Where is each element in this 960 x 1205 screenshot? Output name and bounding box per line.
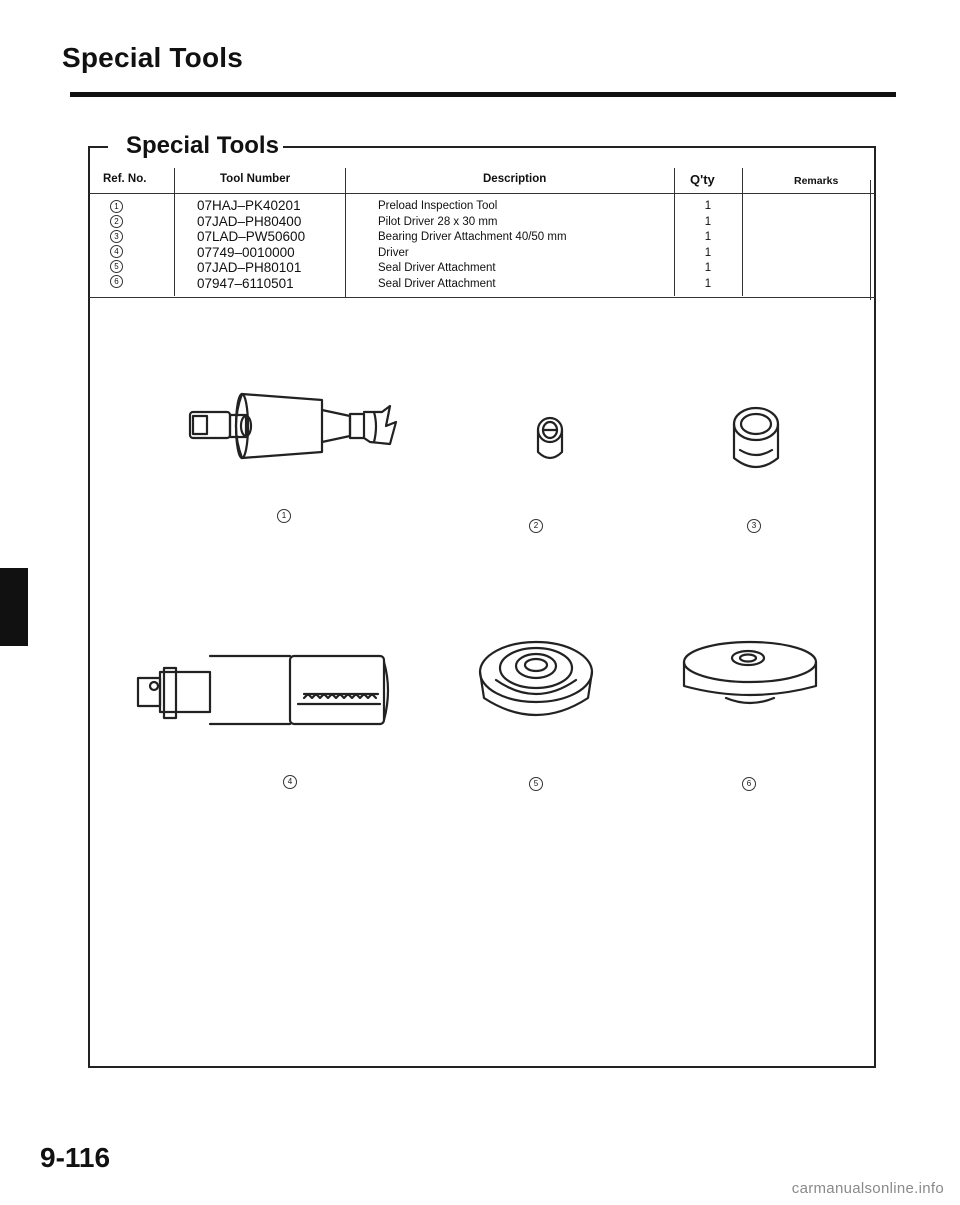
tool-description: Seal Driver Attachment (378, 277, 496, 290)
page-number: 9-116 (40, 1142, 111, 1173)
tool-number: 07JAD–PH80101 (197, 260, 302, 276)
watermark: carmanualsonline.info (791, 1180, 944, 1197)
qty-column (702, 199, 714, 293)
ref-number: 1 (110, 200, 123, 213)
tool-qty: 1 (704, 215, 712, 228)
illustration-label: 6 (742, 777, 756, 791)
tool-description: Seal Driver Attachment (378, 262, 496, 275)
ref-number: 3 (110, 230, 123, 243)
table-bottom-rule (89, 297, 875, 298)
tool-number: 07749–0010000 (197, 244, 295, 260)
header-remarks: Remarks (794, 175, 839, 187)
tool-number: 07LAD–PW50600 (197, 229, 306, 245)
box-title: Special Tools (122, 132, 283, 160)
ref-number: 5 (110, 260, 123, 273)
column-divider (174, 168, 175, 296)
preload-inspection-tool-drawing (190, 394, 396, 458)
description-column (378, 199, 567, 293)
illustration-label: 5 (529, 777, 543, 791)
tool-qty: 1 (704, 277, 712, 290)
tool-description: Bearing Driver Attachment 40/50 mm (378, 231, 567, 244)
illustration-label: 3 (747, 519, 761, 533)
frame-right-edge (874, 146, 876, 1068)
tool-qty: 1 (704, 200, 712, 212)
column-divider (674, 168, 675, 296)
tool-qty: 1 (704, 231, 712, 244)
ref-column (110, 198, 123, 290)
header-tool-number: Tool Number (220, 173, 291, 185)
tool-number: 07JAD–PH80400 (197, 213, 302, 229)
tool-illustrations (90, 300, 874, 820)
column-divider (345, 168, 346, 298)
tool-description: Driver (378, 246, 409, 259)
header-qty: Q'ty (690, 172, 715, 187)
ref-number: 2 (110, 215, 123, 228)
header-description: Description (483, 173, 547, 185)
tool-number: 07HAJ–PK40201 (197, 198, 301, 213)
header-ref-no: Ref. No. (103, 173, 147, 185)
tool-description: Preload Inspection Tool (378, 200, 498, 212)
illustration-label: 4 (283, 775, 297, 789)
column-divider (870, 180, 871, 300)
header-rule (89, 193, 875, 194)
pilot-driver-drawing (538, 418, 562, 458)
ref-number: 4 (110, 245, 123, 258)
seal-driver-attachment-drawing (480, 642, 592, 715)
illustration-label: 2 (529, 519, 543, 533)
seal-driver-attachment-drawing (684, 642, 816, 703)
bearing-driver-attachment-drawing (734, 408, 778, 467)
column-divider (742, 168, 743, 296)
section-tab-marker (0, 568, 28, 646)
frame-top-edge (264, 146, 876, 148)
tool-number: 07947–6110501 (197, 275, 294, 291)
title-rule (70, 92, 896, 97)
tool-description: Pilot Driver 28 x 30 mm (378, 215, 498, 228)
driver-drawing (138, 656, 388, 724)
tool-qty: 1 (704, 262, 712, 275)
ref-number: 6 (110, 275, 123, 288)
tool-qty: 1 (704, 246, 712, 259)
page-title: Special Tools (62, 42, 244, 73)
illustration-label: 1 (277, 509, 291, 523)
frame-top-edge (88, 146, 108, 148)
tool-number-column (197, 198, 305, 292)
